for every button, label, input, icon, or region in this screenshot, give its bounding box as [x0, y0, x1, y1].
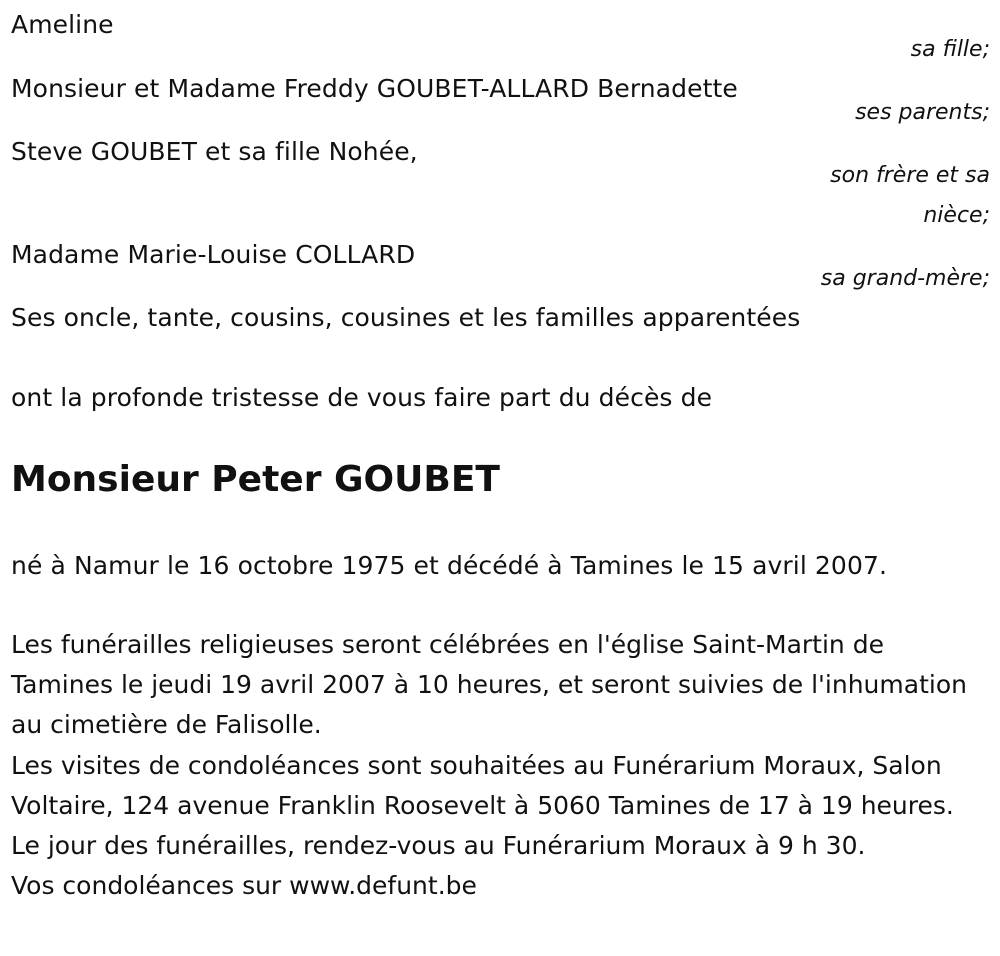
funeral-ceremony: Les funérailles religieuses seront célébrées en l'église Saint-Martin de Tamines le jeudi 19 avril 2007 à 10 heures, et seront suivies de l'inhumation au cimetière de Falisolle.: [11, 630, 967, 740]
condolence-visits: Les visites de condoléances sont souhaitées au Funérarium Moraux, Salon Voltaire, 124 avenue Franklin Roosevelt à 5060 Tamines de 17 à 19 heures.: [11, 750, 954, 820]
family-member-relation-2b: nièce;: [923, 203, 990, 228]
family-member-relation-2a: son frère et sa: [830, 163, 990, 188]
family-member-relation-3: sa grand-mère;: [820, 266, 990, 291]
announcement-text: ont la profonde tristesse de vous faire part du décès de: [11, 383, 713, 412]
family-member-relation-1: ses parents;: [855, 100, 990, 125]
birth-death-info: né à Namur le 16 octobre 1975 et décédé à Tamines le 15 avril 2007.: [11, 551, 887, 580]
family-member-name-0: Ameline: [11, 10, 114, 39]
extended-family: Ses oncle, tante, cousins, cousines et les familles apparentées: [11, 303, 801, 332]
funeral-meeting: Le jour des funérailles, rendez-vous au Funérarium Moraux à 9 h 30.: [11, 831, 866, 861]
family-member-name-1: Monsieur et Madame Freddy GOUBET-ALLARD Bernadette: [11, 74, 738, 103]
family-member-name-3: Madame Marie-Louise COLLARD: [11, 240, 416, 269]
funeral-details: [11, 625, 986, 906]
online-condolences: Vos condoléances sur www.defunt.be: [11, 871, 477, 901]
deceased-name: Monsieur Peter GOUBET: [11, 459, 500, 500]
family-member-relation-0: sa fille;: [910, 37, 990, 62]
family-member-name-2: Steve GOUBET et sa fille Nohée,: [11, 137, 418, 166]
